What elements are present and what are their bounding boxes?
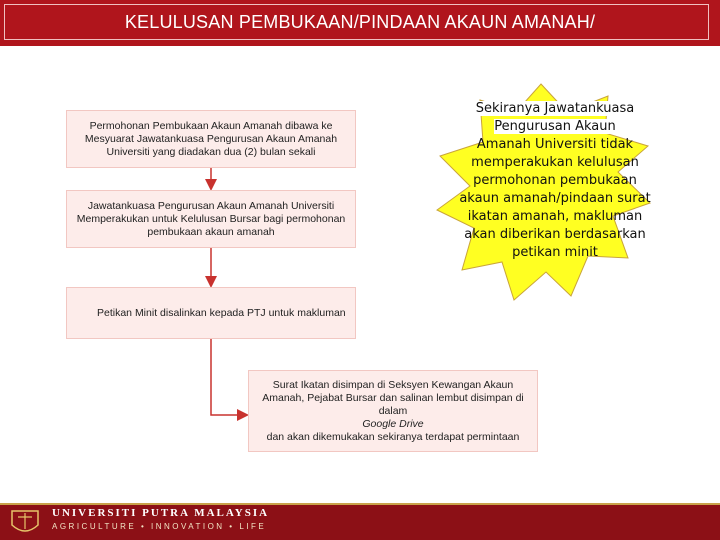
note-line-2: Pengurusan Akaun <box>494 119 616 134</box>
step-1-text: Permohonan Pembukaan Akaun Amanah dibawa ke Mesyuarat Jawatankuasa Pengurusan Akaun Amanah Universiti yang diadakan dua (2) bulan sekali <box>84 119 338 158</box>
google-drive-text: Google Drive <box>362 417 424 430</box>
step-4-text: Surat Ikatan disimpan di Seksyen Kewangan Akaun Amanah, Pejabat Bursar dan salinan lembut disimpan di dalam Google Drive dan akan dikemukakan sekiranya terdapat permintaan <box>262 378 524 443</box>
step-1-box <box>66 110 356 168</box>
arrow-step3-to-step4 <box>211 339 246 415</box>
note-body: Amanah Universiti tidak memperakukan kelulusan permohonan pembukaan akaun amanah/pindaan surat ikatan amanah, makluman akan diberikan berdasarkan petikan minit <box>459 137 651 260</box>
footer-university-name: UNIVERSITI PUTRA MALAYSIA <box>52 507 270 519</box>
step-3-box <box>66 287 356 339</box>
note-text <box>455 100 655 262</box>
university-logo-icon <box>4 505 46 540</box>
note-line-1: Sekiranya Jawatankuasa <box>475 101 635 116</box>
page-title: KELULUSAN PEMBUKAAN/PINDAAN AKAUN AMANAH/ <box>124 12 596 32</box>
step-4-box <box>248 370 538 452</box>
step-2-text: Jawatankuasa Pengurusan Akaun Amanah Universiti Memperakukan untuk Kelulusan Bursar bagi permohonan pembukaan akaun amanah <box>76 199 346 238</box>
step-2-box <box>66 190 356 248</box>
footer-tagline: AGRICULTURE • INNOVATION • LIFE <box>52 522 267 531</box>
step-3-text: Petikan Minit disalinkan kepada PTJ untuk makluman <box>97 306 346 319</box>
